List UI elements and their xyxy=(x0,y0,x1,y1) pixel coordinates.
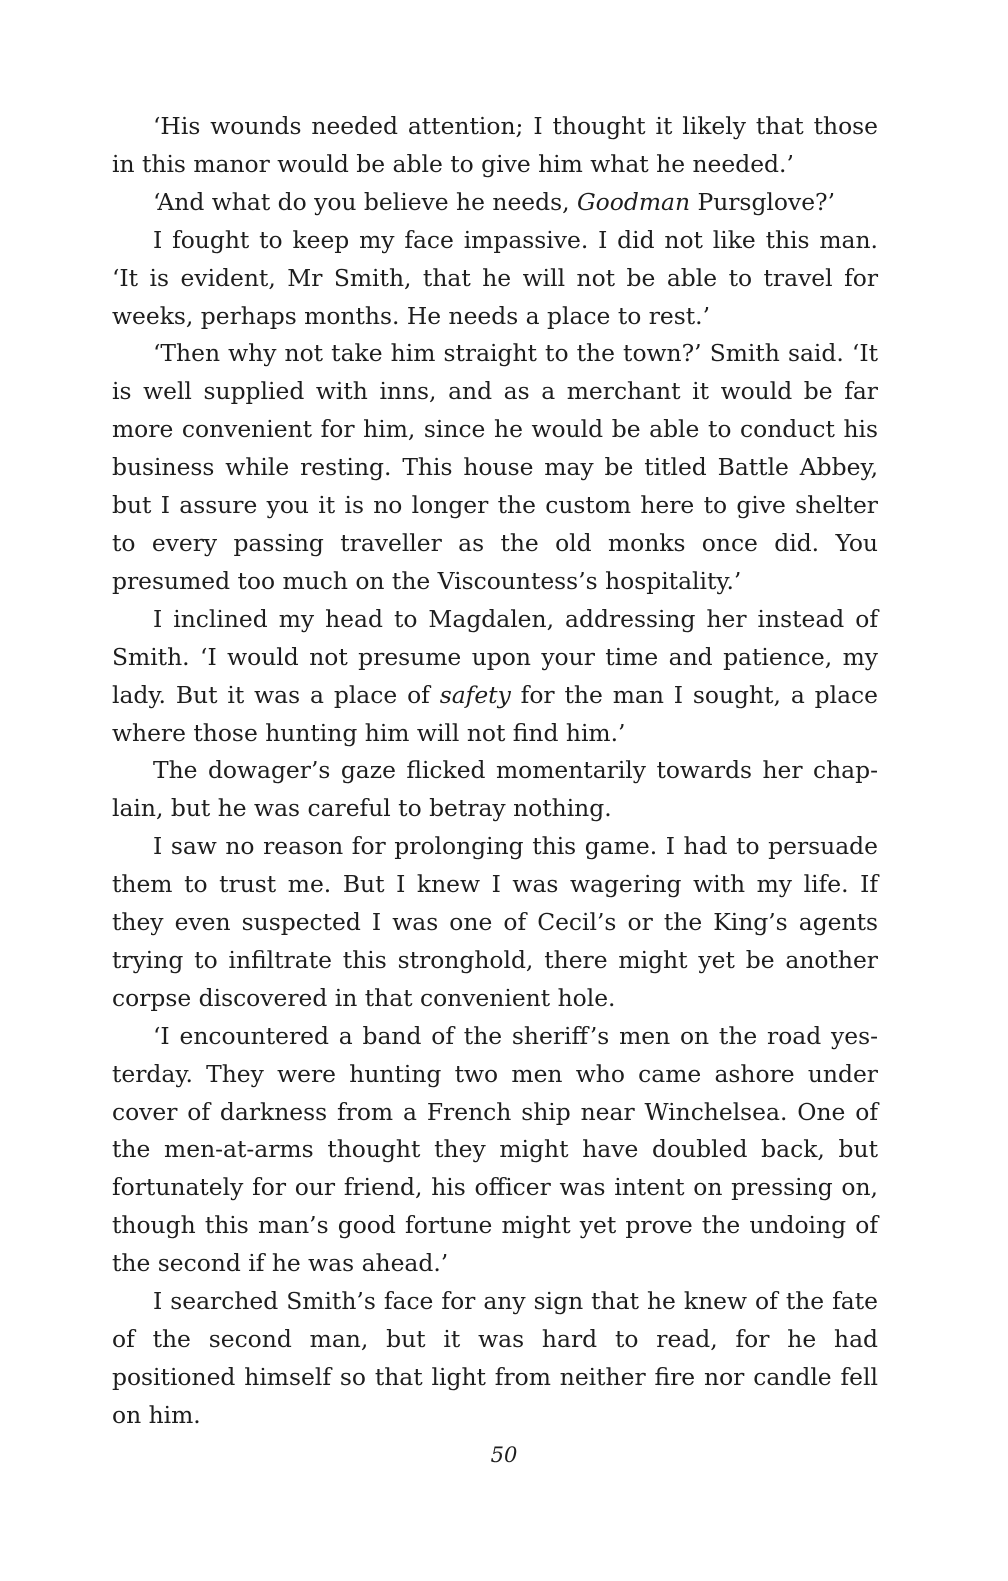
text-run: I inclined my head to Magdalen, addressing her instead of Smith. ‘I would not presume upon your time and patience, my lady. But it was a place of xyxy=(112,604,878,709)
text-run: ‘And what do you believe he needs, xyxy=(153,187,577,216)
paragraph xyxy=(112,1018,878,1283)
text-run: for the man I sought, a place where those hunting him will not find him.’ xyxy=(112,680,878,747)
paragraph xyxy=(112,601,878,753)
paragraph xyxy=(112,184,878,222)
paragraph xyxy=(112,108,878,184)
paragraph xyxy=(112,1283,878,1435)
text-run: I searched Smith’s face for any sign that he knew of the fate of the second man, but it was hard to read, for he had positioned himself so that light from neither fire nor candle fell on him. xyxy=(112,1287,878,1429)
body-text xyxy=(112,108,878,1435)
page-number: 50 xyxy=(490,1443,518,1467)
text-run: ‘His wounds needed attention; I thought it likely that those in this manor would be able to give him what he needed.’ xyxy=(112,112,878,178)
text-run: I fought to keep my face impassive. I did not like this man. ‘It is evident, Mr Smith, that he will not be able to travel for weeks, perhaps months. He needs a place to rest.’ xyxy=(112,225,878,330)
emphasis-text: Goodman xyxy=(577,187,691,216)
text-run: Pursglove?’ xyxy=(690,187,836,216)
paragraph xyxy=(112,335,878,600)
text-run: ‘I encountered a band of the sheriff’s men on the road yesterday. They were hunting two men who came ashore under cover of darkness from a French ship near Winchelsea. One of the men-at-arms thought they might have doubled back, but fortunately for our friend, his officer was intent on pressing on, though this man’s good fortune might yet prove the undoing of the second if he was ahead.’ xyxy=(112,1021,878,1278)
paragraph xyxy=(112,222,878,336)
text-run: ‘Then why not take him straight to the town?’ Smith said. ‘It is well supplied with inns, and as a merchant it would be far more convenient for him, since he would be able to conduct his business while resting. This house may be titled Battle Abbey, but I assure you it is no longer the custom here to give shelter to every passing traveller as the old monks once did. You presumed too much on the Viscountess’s hospitality.’ xyxy=(112,339,878,595)
text-run: I saw no reason for prolonging this game. I had to persuade them to trust me. But I knew I was wagering with my life. If they even suspected I was one of Cecil’s or the King’s agents trying to infiltrate this stronghold, there might yet be another corpse discovered in that convenient hole. xyxy=(112,832,878,1012)
emphasis-text: safety xyxy=(439,680,511,709)
paragraph xyxy=(112,828,878,1018)
text-run: The dowager’s gaze flicked momentarily towards her chaplain, but he was careful to betray nothing. xyxy=(112,756,878,823)
paragraph xyxy=(112,752,878,828)
